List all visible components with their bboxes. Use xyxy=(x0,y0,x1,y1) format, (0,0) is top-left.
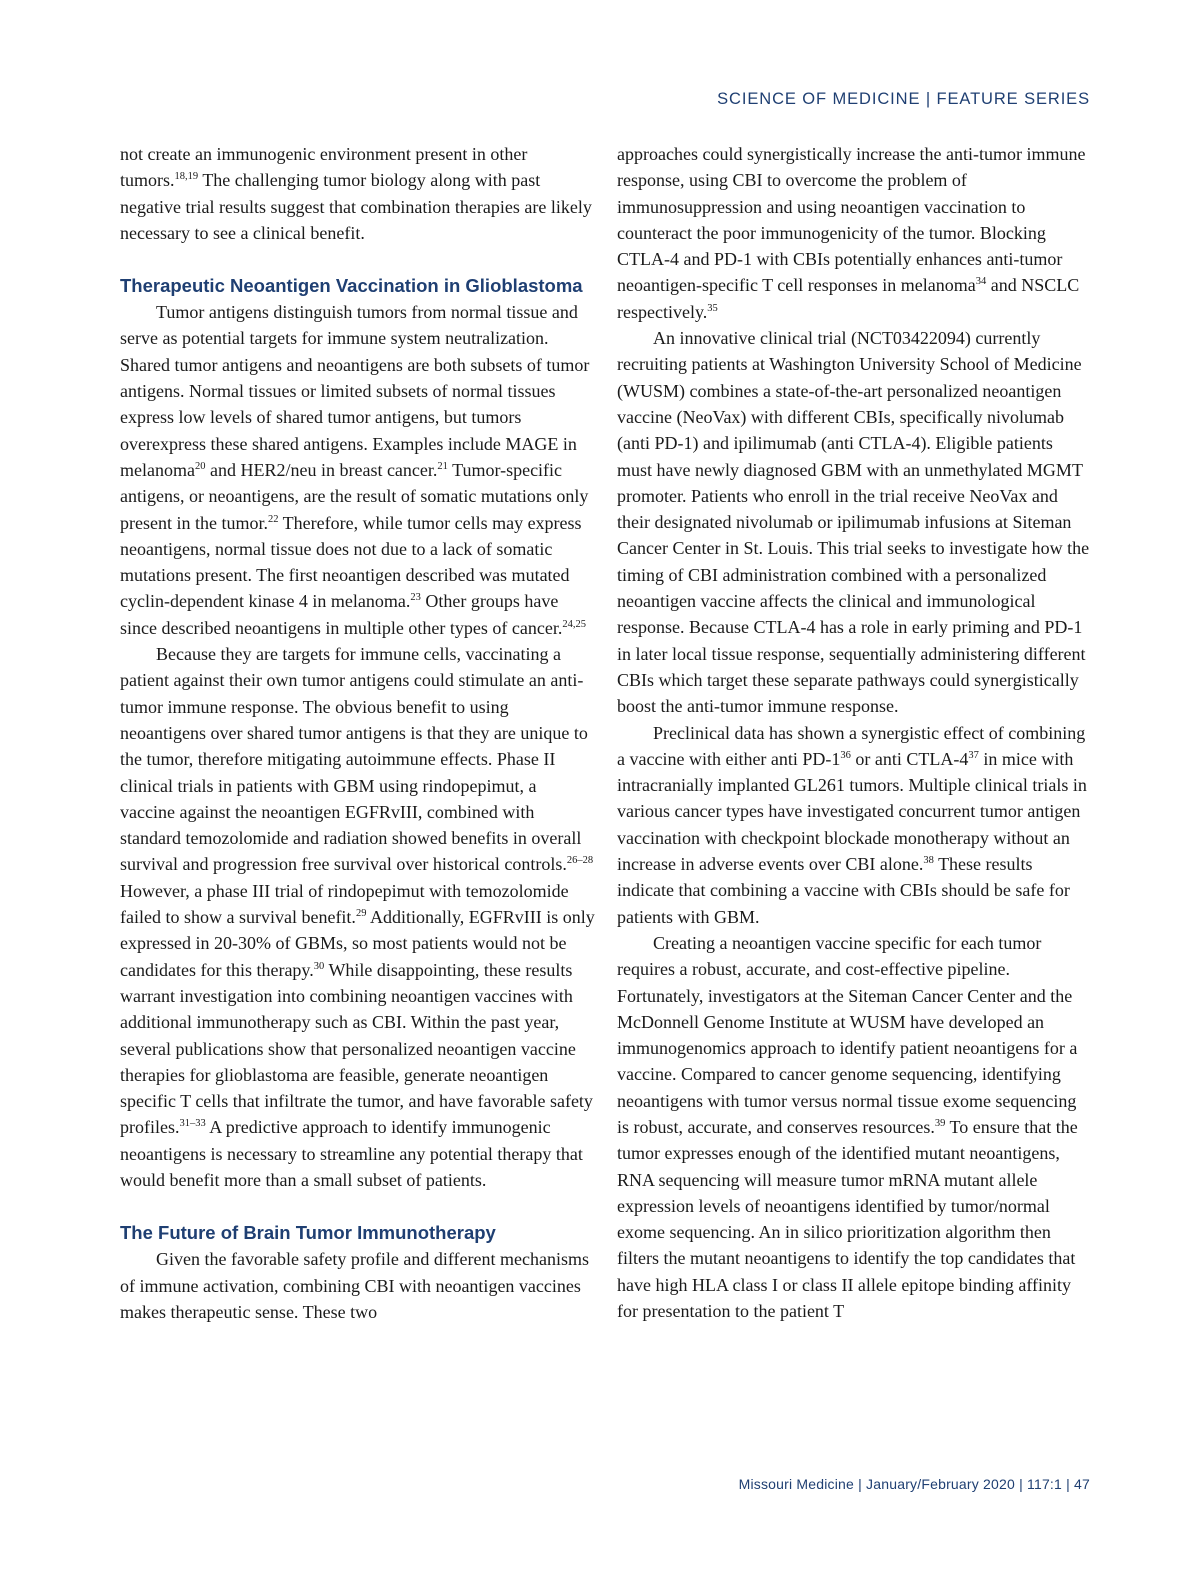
left-column xyxy=(120,141,595,1325)
citation-ref: 21 xyxy=(437,460,448,472)
citation-ref: 22 xyxy=(267,513,279,525)
citation-ref: 24,25 xyxy=(562,618,586,630)
section-heading-future-immunotherapy: The Future of Brain Tumor Immunotherapy xyxy=(120,1222,496,1244)
citation-ref: 29 xyxy=(355,908,367,920)
paragraph: An innovative clinical trial (NCT03422094) currently recruiting patients at Washington University School of Medicine (WUSM) combines a state-of-the-art personalized neoantigen vaccine (NeoVax) with different CBIs, specifically nivolumab (anti PD-1) and ipilimumab (anti CTLA-4). Eligible patients must have newly diagnosed GBM with an unmethylated MGMT promoter. Patients who enroll in the trial receive NeoVax and their designated nivolumab or ipilimumab infusions at Siteman Cancer Center in St. Louis. This trial seeks to investigate how the timing of CBI administration combined with a personalized neoantigen vaccine affects the clinical and immunological response. Because CTLA-4 has a role in early priming and PD-1 in later local tissue response, sequentially administering different CBIs which target these separate pathways could synergistically boost the anti-tumor immune response. xyxy=(617,328,1090,717)
citation-ref: 31–33 xyxy=(179,1118,206,1130)
paragraph: approaches could synergistically increase the anti-tumor immune response, using CBI to overcome the problem of immunosuppression and using neoantigen vaccination to counteract the poor immunogenicity of the tumor. Blocking CTLA-4 and PD-1 with CBIs potentially enhances anti-tumor neoantigen-specific T cell responses in melanoma$^{34}$ and NSCLC respectively.$^{35}$ xyxy=(617,144,1086,322)
citation-ref: 34 xyxy=(975,276,987,288)
citation-ref: 39 xyxy=(934,1117,946,1129)
citation-ref: 26–28 xyxy=(566,855,594,867)
running-header: SCIENCE OF MEDICINE | FEATURE SERIES xyxy=(717,90,1090,108)
citation-ref: 38 xyxy=(923,855,934,867)
paragraph: Tumor antigens distinguish tumors from normal tissue and serve as potential targets for immune system neutralization. Shared tumor antigens and neoantigens are both subsets of tumor antigens. Normal tissues or limited subsets of normal tissues express low levels of shared tumor antigens, but tumors overexpress these shared antigens. Examples include MAGE in melanoma$^{20}$ and HER2/neu in breast cancer.$^{21}$ Tumor-specific antigens, or neoantigens, are the result of somatic mutations only present in the tumor.$^{22}$ Therefore, while tumor cells may express neoantigens, normal tissue does not due to a lack of somatic mutations present. The first neoantigen described was mutated cyclin-dependent kinase 4 in melanoma.$^{23}$ Other groups have since described neoantigens in multiple other types of cancer.$^{24,25}$ xyxy=(120,302,590,638)
paragraph: Preclinical data has shown a synergistic effect of combining a vaccine with either anti $PD-1^{36}$ or anti CTLA-$4^{37}$ in mice with intracranially implanted GL261 tumors. Multiple clinical trials in various cancer types have investigated concurrent tumor antigen vaccination with checkpoint blockade monotherapy without an increase in adverse events over CBI alone.$^{38}$ These results indicate that combining a vaccine with CBIs should be safe for patients with GBM. xyxy=(617,722,1087,927)
citation-ref: 23 xyxy=(410,592,421,604)
right-column xyxy=(617,141,1092,1324)
citation-ref: 36 xyxy=(840,749,851,761)
citation-ref: 35 xyxy=(707,302,718,314)
paragraph: Creating a neoantigen vaccine specific for each tumor requires a robust, accurate, and cost-effective pipeline. Fortunately, investigators at the Siteman Cancer Center and the McDonnell Genome Institute at WUSM have developed an immunogenomics approach to identify patient neoantigens for a vaccine. Compared to cancer genome sequencing, identifying neoantigens with tumor versus normal tissue exome sequencing is robust, accurate, and conserves resources.$^{39}$ To ensure that the tumor expresses enough of the identified mutant neoantigens, RNA sequencing will measure tumor mRNA mutant allele expression levels of neoantigens identified by tumor/normal exome sequencing. An in silico prioritization algorithm then filters the mutant neoantigens to identify the top candidates that have high HLA class I or class II allele epitope binding affinity for presentation to the patient T xyxy=(617,932,1078,1322)
section-heading-neoantigen-vaccination: Therapeutic Neoantigen Vaccination in Glioblastoma xyxy=(120,275,583,297)
citation-ref: 18,19 xyxy=(174,171,199,183)
citation-ref: 30 xyxy=(313,960,325,972)
paragraph: Because they are targets for immune cells, vaccinating a patient against their own tumor antigens could stimulate an anti-tumor immune response. The obvious benefit to using neoantigens over shared tumor antigens is that they are unique to the tumor, therefore mitigating autoimmune effects. Phase II clinical trials in patients with GBM using rindopepimut, a vaccine against the neoantigen EGFRvIII, combined with standard temozolomide and radiation showed benefits in overall survival and progression free survival over historical controls.$^{26-28}$ However, a phase III trial of rindopepimut with temozolomide failed to show a survival benefit.$^{29}$ Additionally, EGFRvIII is only expressed in 20-30% of GBMs, so most patients would not be candidates for this therapy.$^{30}$ While disappointing, these results warrant investigation into combining neoantigen vaccines with additional immunotherapy such as CBI. Within the past year, several publications show that personalized neoantigen vaccine therapies for glioblastoma are feasible, generate neoantigen specific T cells that infiltrate the tumor, and have favorable safety profiles.$^{31-33}$ A predictive approach to identify immunogenic neoantigens is necessary to streamline any potential therapy that would benefit more than a small subset of patients. xyxy=(120,644,595,1190)
paragraph: Given the favorable safety profile and different mechanisms of immune activation, combining CBI with neoantigen vaccines makes therapeutic sense. These two xyxy=(120,1249,590,1322)
page-footer: Missouri Medicine | January/February 2020 | 117:1 | 47 xyxy=(738,1476,1090,1492)
citation-ref: 37 xyxy=(968,749,979,761)
citation-ref: 20 xyxy=(194,460,206,472)
paragraph: not create an immunogenic environment present in other tumors.$^{18,19}$ The challenging tumor biology along with past negative trial results suggest that combination therapies are likely necessary to see a clinical benefit. xyxy=(120,144,592,243)
